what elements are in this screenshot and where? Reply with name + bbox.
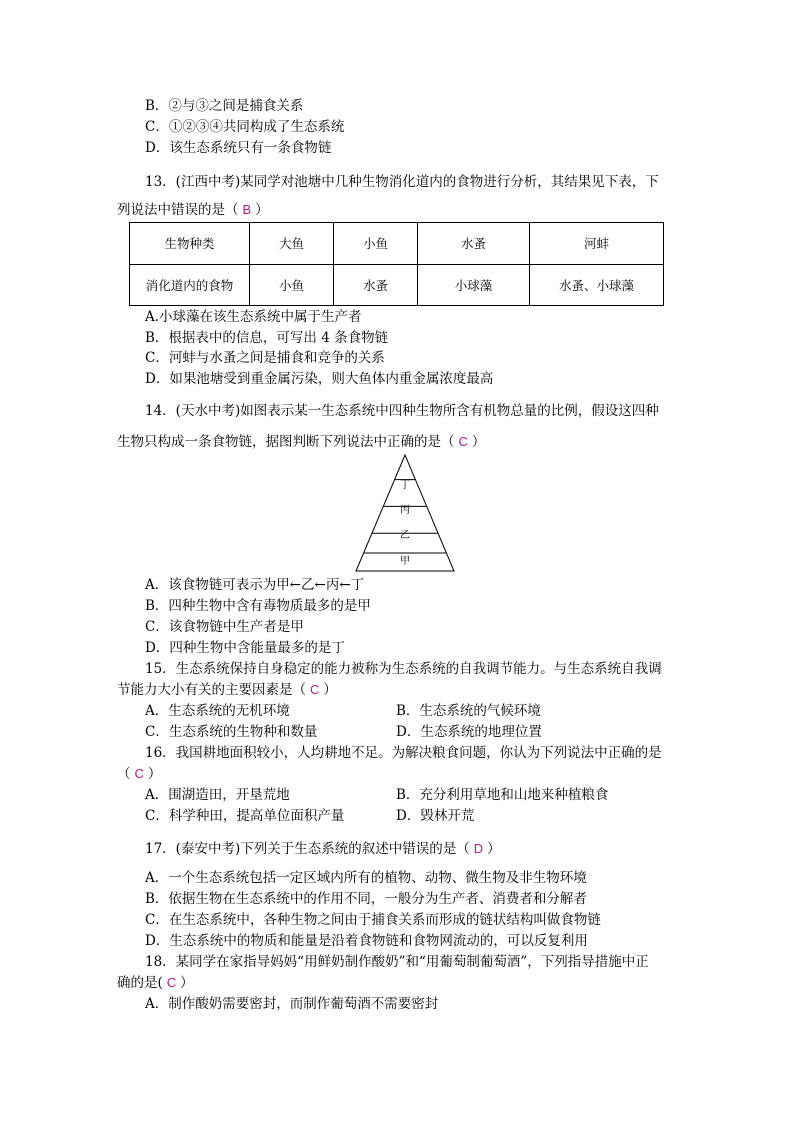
q15-answer: C (310, 682, 320, 697)
table-cell: 河蚌 (530, 223, 664, 265)
table-cell: 大鱼 (250, 223, 334, 265)
q13-option-d: D．如果池塘受到重金属污染，则大鱼体内重金属浓度最高 (145, 371, 494, 387)
q15-stem-close: ） (323, 682, 337, 698)
q17-option-b: B．依据生物在生态系统中的作用不同，一般分为生产者、消费者和分解者 (145, 891, 587, 907)
q17-option-a: A．一个生态系统包括一定区域内所有的植物、动物、微生物及非生物环境 (145, 870, 587, 886)
q14-stem-close: ） (471, 434, 486, 450)
q16-option-b: B．充分利用草地和山地来种植粮食 (396, 787, 609, 803)
q14-stem-line2 (117, 433, 485, 451)
q18-stem-line2 (117, 974, 194, 992)
food-table (129, 222, 664, 306)
q13-stem-close: ） (255, 202, 269, 218)
table-cell: 水蚤 (418, 223, 530, 265)
q16-answer: C (134, 766, 144, 781)
q17-stem-close: ） (487, 841, 501, 857)
table-cell: 小鱼 (334, 223, 418, 265)
table-header-row (130, 223, 664, 265)
q14-option-c: C．该食物链中生产者是甲 (145, 619, 304, 635)
q14-option-d: D．四种生物中含能量最多的是丁 (145, 640, 345, 656)
q17-option-d: D．生态系统中的物质和能量是沿着食物链和食物网流动的，可以反复利用 (145, 933, 588, 949)
pyramid-label-bing: 丙 (400, 505, 410, 516)
q16-option-a: A．围湖造田，开垦荒地 (145, 787, 290, 803)
pyramid-label-yi: 乙 (400, 530, 410, 541)
q12-option-d: D．该生态系统只有一条食物链 (145, 140, 332, 156)
q13-option-b: B．根据表中的信息，可写出 4 条食物链 (145, 330, 389, 346)
q13-answer: B (242, 202, 252, 217)
table-row (130, 264, 664, 306)
q15-option-a: A．生态系统的无机环境 (145, 703, 290, 719)
q15-option-d: D．生态系统的地理位置 (396, 724, 542, 740)
pyramid-label-jia: 甲 (400, 556, 410, 567)
q14-stem-text: 生物只构成一条食物链，据图判断下列说法中正确的是（ (117, 434, 455, 450)
q18-stem-text: 确的是( (117, 975, 163, 991)
q16-stem-line1: 16．我国耕地面积较小，人均耕地不足。为解决粮食问题，你认为下列说法中正确的是 (145, 745, 662, 761)
q13-stem-line1: 13．(江西中考)某同学对池塘中几种生物消化道内的食物进行分析，其结果见下表，下 (145, 174, 659, 190)
q16-stem-close: ） (147, 766, 162, 782)
q16-option-c: C．科学种田，提高单位面积产量 (145, 808, 345, 824)
q16-stem-line2 (117, 765, 161, 783)
q15-option-b: B．生态系统的气候环境 (396, 703, 541, 719)
q14-answer: C (458, 434, 468, 449)
q12-option-b: B．②与③之间是捕食关系 (145, 98, 304, 114)
table-cell: 消化道内的食物 (130, 264, 250, 306)
q17-stem-text: 17．(泰安中考)下列关于生态系统的叙述中错误的是（ (145, 841, 470, 857)
table-cell: 水蚤 (334, 264, 418, 306)
q17-answer: D (473, 841, 484, 856)
q12-option-c: C．①②③④共同构成了生态系统 (145, 119, 345, 135)
q17-option-c: C．在生态系统中，各种生物之间由于捕食关系而形成的链状结构叫做食物链 (145, 912, 601, 928)
pyramid-label-ding: 丁 (400, 480, 410, 491)
q18-answer: C (166, 975, 177, 990)
table-cell: 小球藻 (418, 264, 530, 306)
table-cell: 水蚤、小球藻 (530, 264, 664, 306)
q15-option-c: C．生态系统的生物种和数量 (145, 724, 318, 740)
q18-stem-close: ） (180, 975, 194, 991)
q15-stem-line1: 15．生态系统保持自身稳定的能力被称为生态系统的自我调节能力。与生态系统自我调 (145, 661, 662, 677)
q18-option-a: A．制作酸奶需要密封，而制作葡萄酒不需要密封 (145, 996, 439, 1012)
q17-stem (145, 840, 501, 858)
energy-pyramid-diagram (355, 453, 457, 573)
q13-option-a: A.小球藻在该生态系统中属于生产者 (145, 309, 362, 325)
q14-stem-line1: 14．(天水中考)如图表示某一生态系统中四种生物所含有机物总量的比例，假设这四种 (145, 403, 659, 419)
q18-stem-line1: 18．某同学在家指导妈妈“用鲜奶制作酸奶”和“用葡萄制葡萄酒”，下列指导措施中正 (145, 954, 649, 970)
q13-stem-line2 (117, 201, 269, 219)
q13-stem-text: 列说法中错误的是（ (117, 202, 239, 218)
table-cell: 生物种类 (130, 223, 250, 265)
q13-option-c: C．河蚌与水蚤之间是捕食和竞争的关系 (145, 350, 385, 366)
q15-stem-text: 节能力大小有关的主要因素是（ (117, 682, 306, 698)
q16-stem-text: （ (117, 766, 131, 782)
q14-option-a: A．该食物链可表示为甲←乙←丙←丁 (145, 577, 365, 593)
q16-option-d: D．毁林开荒 (396, 808, 475, 824)
table-cell: 小鱼 (250, 264, 334, 306)
q14-option-b: B．四种生物中含有毒物质最多的是甲 (145, 598, 371, 614)
q15-stem-line2 (117, 681, 337, 699)
